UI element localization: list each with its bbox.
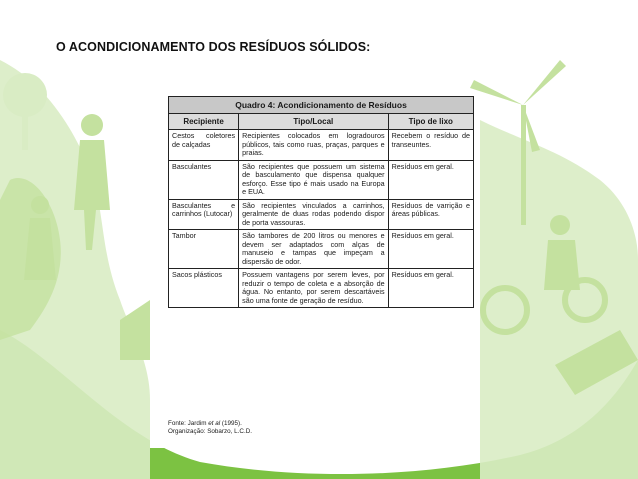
table-row (169, 199, 474, 229)
column-header: Tipo de lixo (388, 114, 473, 130)
table-cell: Possuem vantagens por serem leves, por reduzir o tempo de coleta e a absorção de água. No entanto, por serem descartáveis são uma fonte de geração de resíduo. (239, 269, 388, 308)
right-silhouette-shape (480, 120, 638, 479)
table-cell: Resíduos em geral. (388, 160, 473, 199)
table-row (169, 130, 474, 160)
table-source-note (168, 420, 252, 436)
table-cell: Recipientes colocados em logradouros públicos, tais como ruas, praças, parques e praias. (239, 130, 388, 160)
table-cell: São recipientes vinculados a carrinhos, geralmente de duas rodas podendo dispor de porta vassouras. (239, 199, 388, 229)
slide-title: O ACONDICIONAMENTO DOS RESÍDUOS SÓLIDOS: (56, 40, 371, 54)
table-cell: Resíduos de varrição e áreas públicas. (388, 199, 473, 229)
table-cell: Basculantes e carrinhos (Lutocar) (169, 199, 239, 229)
waste-conditioning-table (168, 96, 474, 308)
table-cell: Resíduos em geral. (388, 269, 473, 308)
table-cell: Sacos plásticos (169, 269, 239, 308)
table-cell: Recebem o resíduo de transeuntes. (388, 130, 473, 160)
source-italic: et al (208, 420, 221, 427)
table-cell: Basculantes (169, 160, 239, 199)
column-header: Recipiente (169, 114, 239, 130)
source-line (168, 420, 252, 428)
source-year: (1995). (220, 420, 242, 427)
table-caption: Quadro 4: Acondicionamento de Resíduos (169, 97, 474, 114)
source-text: Fonte: Jardim (168, 420, 209, 427)
table-cell: Tambor (169, 230, 239, 269)
person-icon (81, 114, 103, 136)
organization-line: Organização: Sobarzo, L.C.D. (168, 428, 252, 436)
house-icon (120, 300, 150, 360)
table-cell: São recipientes que possuem um sistema de basculamento que dispensa qualquer esforço. Esse tipo é mais usado na Europa e EUA. (239, 160, 388, 199)
person-icon (31, 196, 49, 214)
scanned-table-image (150, 90, 475, 448)
person-icon (550, 215, 570, 235)
table-row (169, 269, 474, 308)
table-cell: Resíduos em geral. (388, 230, 473, 269)
table-cell: Cestos coletores de calçadas (169, 130, 239, 160)
table-cell: São tambores de 200 litros ou menores e devem ser adaptados com alças de manuseio e tampas que impeçam a dispersão de odor. (239, 230, 388, 269)
table-row (169, 160, 474, 199)
table-row (169, 230, 474, 269)
column-header: Tipo/Local (239, 114, 388, 130)
